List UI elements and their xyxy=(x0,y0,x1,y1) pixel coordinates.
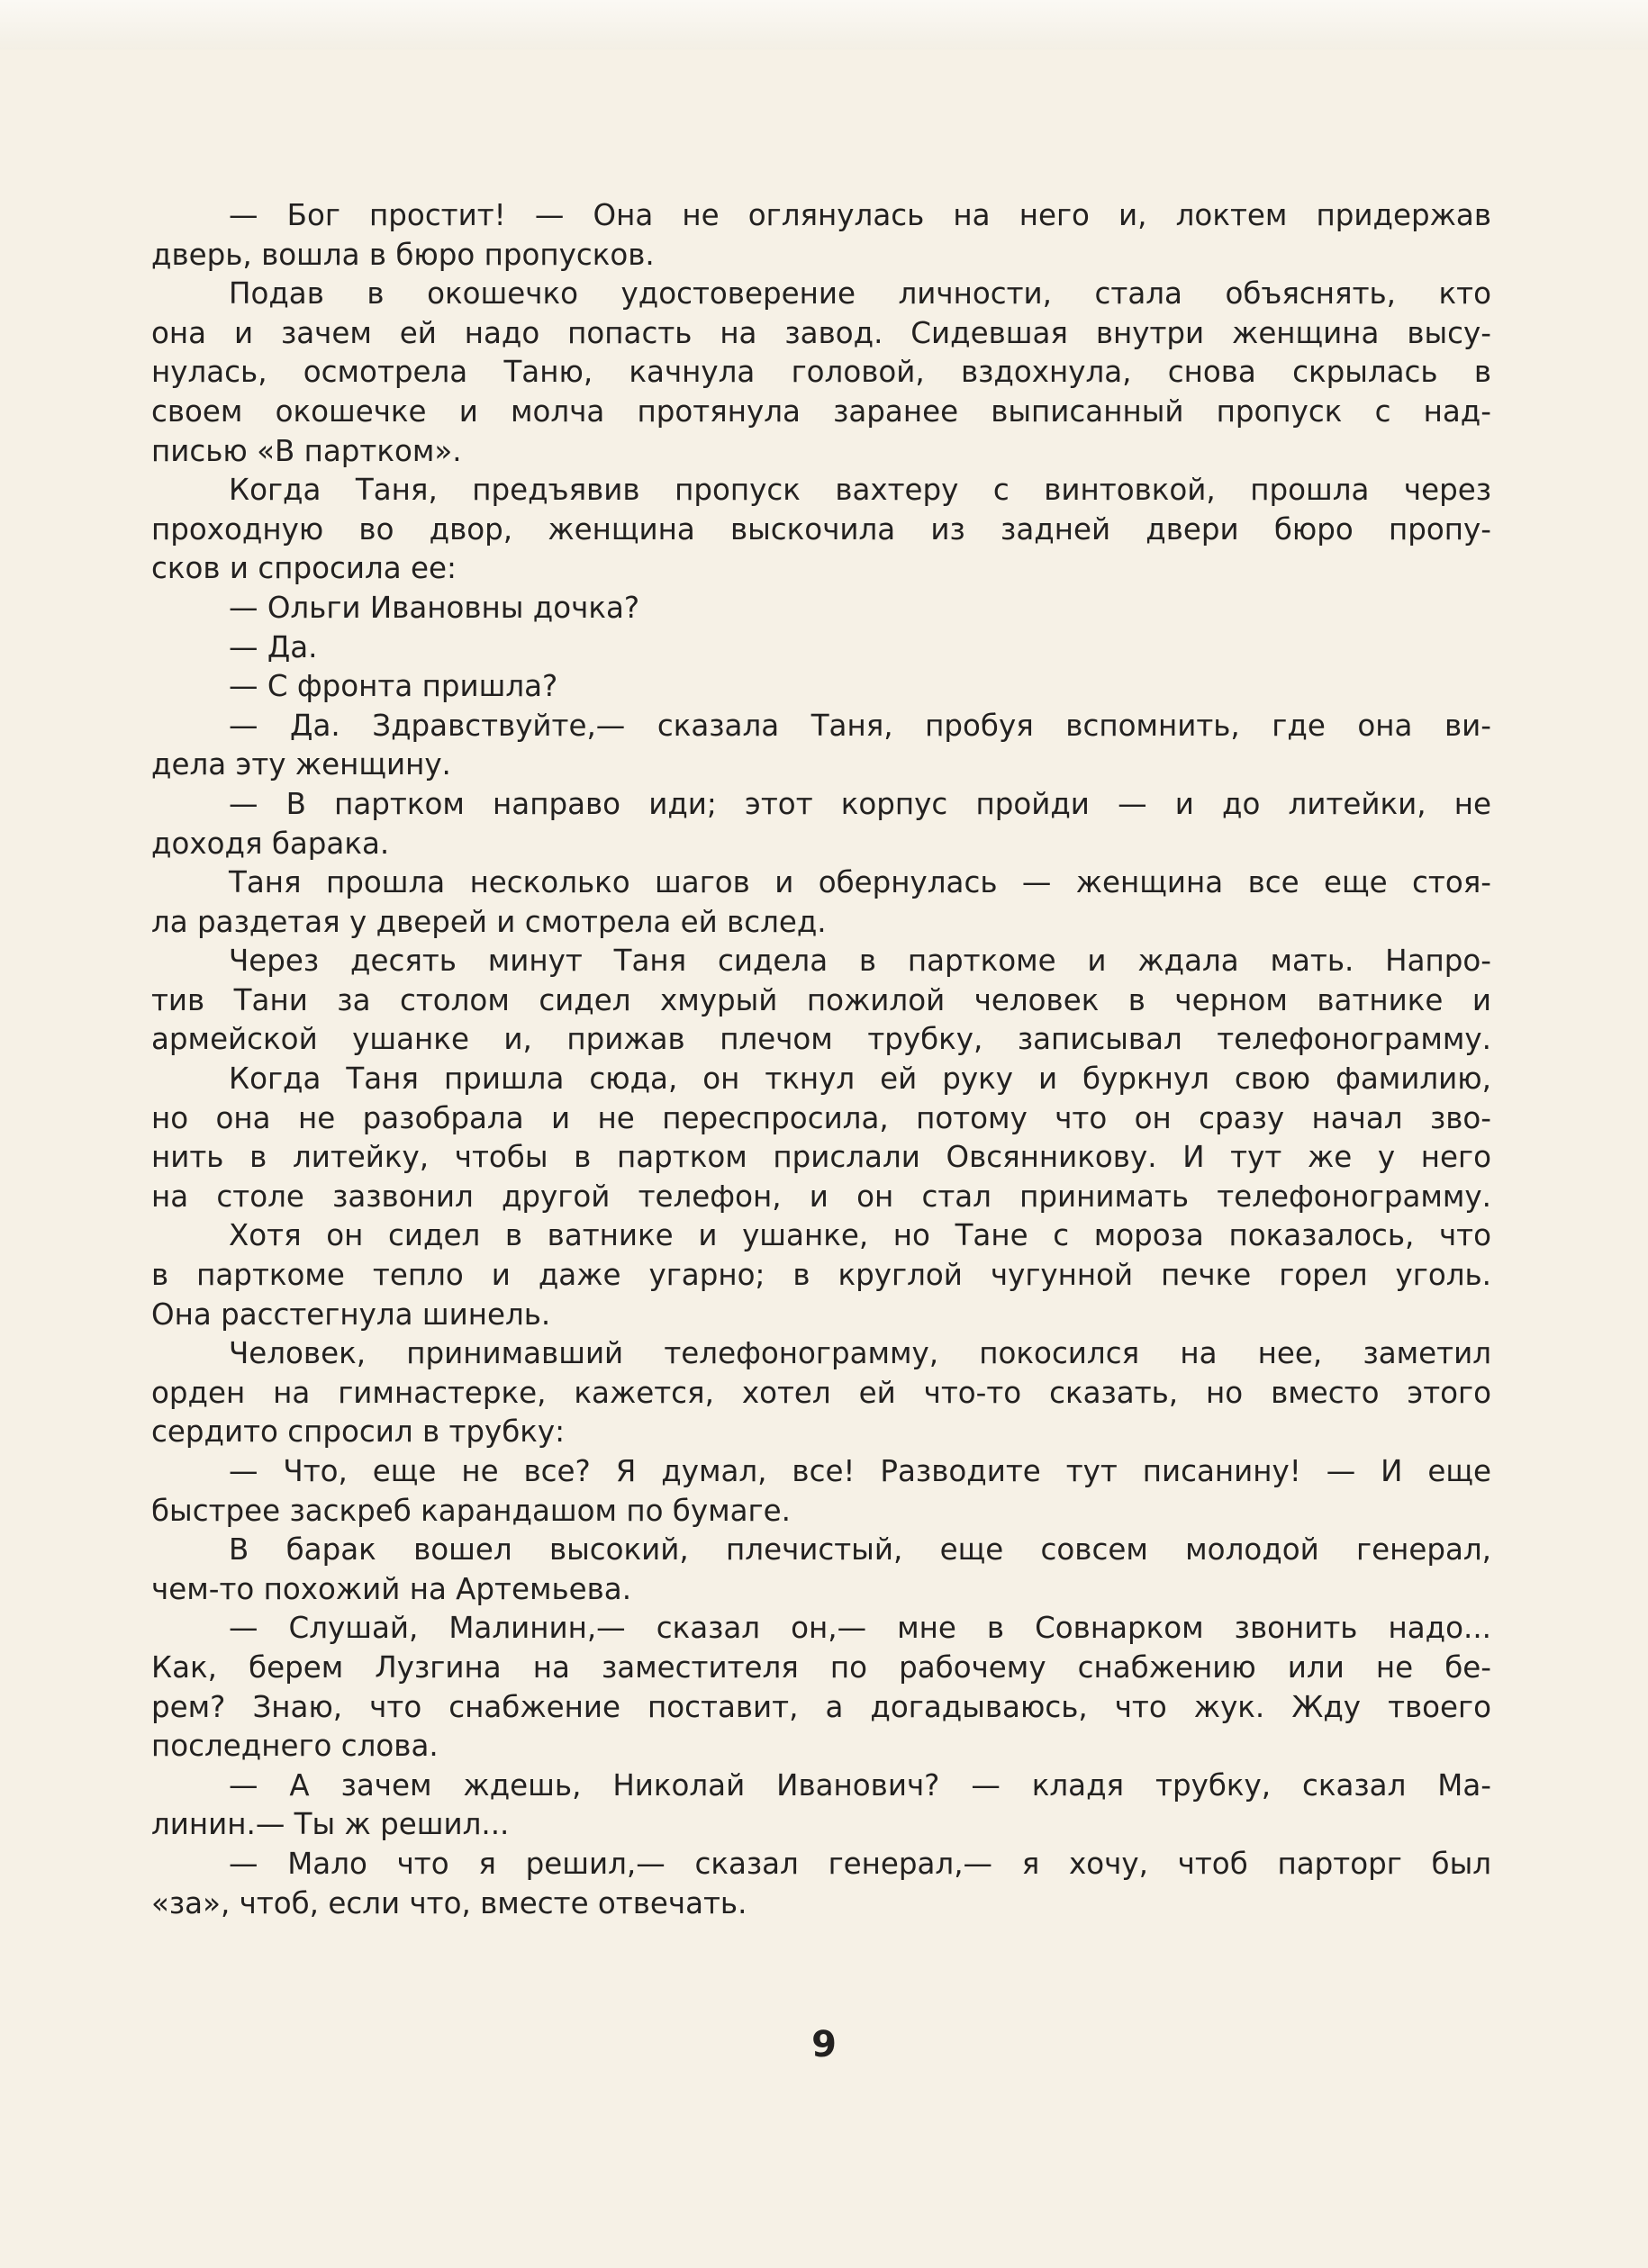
text-line: Как, берем Лузгина на заместителя по рабочему снабжению или не бе- xyxy=(151,1649,1491,1685)
text-line: проходную во двор, женщина выскочила из задней двери бюро пропу- xyxy=(151,511,1491,547)
text-line: «за», чтоб, если что, вместе отвечать. xyxy=(151,1885,747,1920)
text-line: тив Тани за столом сидел хмурый пожилой человек в черном ватнике и xyxy=(151,982,1491,1017)
text-line: нить в литейку, чтобы в партком прислали Овсянникову. И тут же у него xyxy=(151,1140,1491,1175)
text-line: дела эту женщину. xyxy=(151,747,451,782)
text-line: своем окошечке и молча протянула заранее выписанный пропуск с над- xyxy=(151,393,1491,429)
page-number: 9 xyxy=(811,2024,837,2065)
text-line: последнего слова. xyxy=(151,1729,439,1764)
text-line: — Да. Здравствуйте,— сказала Таня, пробуя вспомнить, где она ви- xyxy=(229,708,1491,743)
text-line: ла раздетая у дверей и смотрела ей вслед. xyxy=(151,904,827,939)
page-top-edge xyxy=(0,0,1648,50)
text-line: Когда Таня, предъявив пропуск вахтеру с винтовкой, прошла через xyxy=(229,473,1491,508)
text-line: армейской ушанке и, прижав плечом трубку, записывал телефонограмму. xyxy=(151,1022,1491,1057)
text-line: но она не разобрала и не переспросила, потому что он сразу начал зво- xyxy=(151,1100,1491,1135)
text-line: дверь, вошла в бюро пропусков. xyxy=(151,237,655,272)
text-line: — А зачем ждешь, Николай Иванович? — кладя трубку, сказал Ма- xyxy=(229,1767,1491,1803)
text-line: Хотя он сидел в ватнике и ушанке, но Тане с мороза показалось, что xyxy=(229,1218,1491,1253)
text-line: она и зачем ей надо попасть на завод. Сидевшая внутри женщина высу- xyxy=(151,315,1491,350)
text-line: — Что, еще не все? Я думал, все! Разводите тут писанину! — И еще xyxy=(229,1454,1491,1488)
text-line: — Бог простит! — Она не оглянулась на него и, локтем придержав xyxy=(229,198,1491,232)
text-line: — Да. xyxy=(229,629,318,664)
text-line: нулась, осмотрела Таню, качнула головой, вздохнула, снова скрылась в xyxy=(151,355,1491,390)
text-line: линин.— Ты ж решил... xyxy=(151,1807,510,1842)
text-line: быстрее заскреб карандашом по бумаге. xyxy=(151,1493,791,1528)
text-line: сердито спросил в трубку: xyxy=(151,1414,566,1450)
text-line: писью «В партком». xyxy=(151,433,462,468)
text-line: доходя барака. xyxy=(151,826,390,861)
text-line: — Ольги Ивановны дочка? xyxy=(229,590,640,625)
text-line: — Мало что я решил,— сказал генерал,— я хочу, чтоб парторг был xyxy=(229,1846,1491,1881)
text-line: рем? Знаю, что снабжение поставит, а догадываюсь, что жук. Жду твоего xyxy=(151,1689,1491,1724)
text-line: В барак вошел высокий, плечистый, еще совсем молодой генерал, xyxy=(229,1532,1491,1568)
text-line: на столе зазвонил другой телефон, и он стал принимать телефонограмму. xyxy=(151,1179,1491,1214)
text-line: Через десять минут Таня сидела в парткоме и ждала мать. Напро- xyxy=(229,944,1491,979)
text-line: Когда Таня пришла сюда, он ткнул ей руку и буркнул свою фамилию, xyxy=(229,1062,1491,1097)
text-line: — Слушай, Малинин,— сказал он,— мне в Совнарком звонить надо... xyxy=(229,1611,1491,1646)
text-line: сков и спросила ее: xyxy=(151,551,457,586)
text-line: Она расстегнула шинель. xyxy=(151,1297,551,1332)
text-line: — В партком направо иди; этот корпус пройди — и до литейки, не xyxy=(229,786,1491,821)
body-text xyxy=(151,196,1491,1923)
text-line: Человек, принимавший телефонограмму, покосился на нее, заметил xyxy=(229,1336,1491,1371)
text-line: Подав в окошечко удостоверение личности, стала объяснять, кто xyxy=(229,276,1491,312)
text-line: орден на гимнастерке, кажется, хотел ей что-то сказать, но вместо этого xyxy=(151,1375,1491,1410)
text-line: чем-то похожий на Артемьева. xyxy=(151,1571,632,1606)
text-line: Таня прошла несколько шагов и обернулась — женщина все еще стоя- xyxy=(229,865,1491,900)
text-line: в парткоме тепло и даже угарно; в круглой чугунной печке горел уголь. xyxy=(151,1258,1491,1293)
text-line: — С фронта пришла? xyxy=(229,669,558,704)
